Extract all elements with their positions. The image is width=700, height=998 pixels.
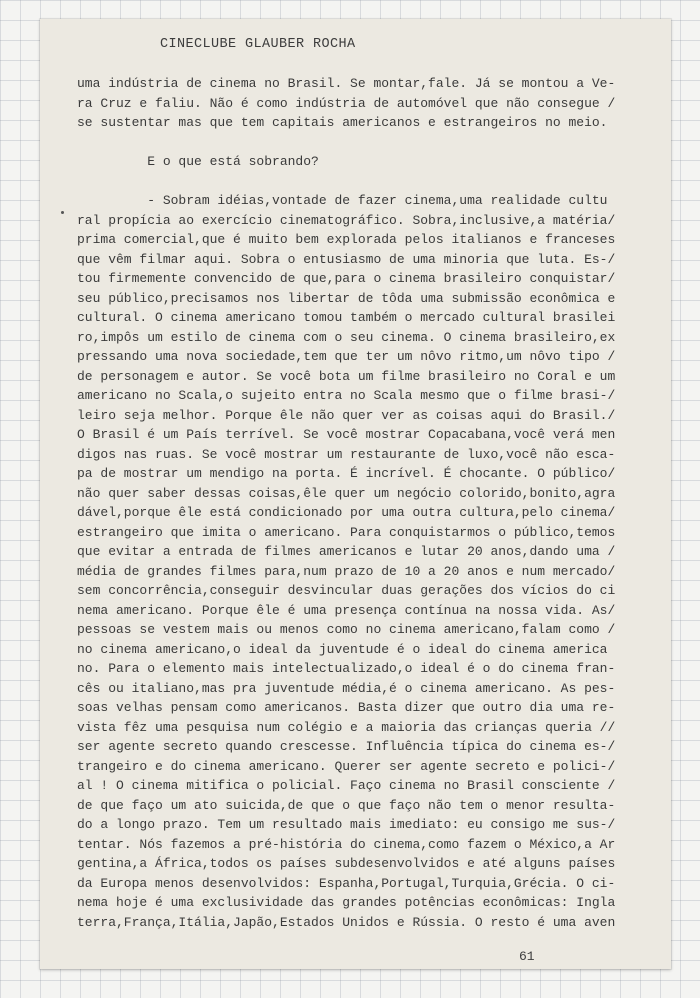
text-line: sem concorrência,conseguir desvincular duas gerações dos vícios do ci [77, 583, 616, 598]
text-line: ral propícia ao exercício cinematográfico. Sobra,inclusive,a matéria/ [77, 212, 616, 228]
page-number: 61 [519, 949, 535, 964]
page-header: CINECLUBE GLAUBER ROCHA [160, 37, 356, 52]
body-text [77, 74, 647, 932]
text-line [77, 133, 647, 153]
margin-dot [61, 211, 64, 214]
text-line: americano no Scala,o sujeito entra no Scala mesmo que o filme brasi-/ [77, 388, 616, 403]
text-line: da Europa menos desenvolvidos: Espanha,Portugal,Turquia,Grécia. O ci- [77, 875, 616, 891]
text-line: não quer saber dessas coisas,êle quer um negócio colorido,bonito,agra [77, 485, 616, 501]
text-line: seu público,precisamos nos libertar de tôda uma submissão econômica e [77, 290, 616, 306]
text-line: digos nas ruas. Se você mostrar um restaurante de luxo,você não esca- [77, 446, 616, 462]
text-line: O Brasil é um País terrível. Se você mostrar Copacabana,você verá men [77, 427, 616, 442]
text-line: al ! O cinema mitifica o policial. Faço cinema no Brasil consciente / [77, 778, 616, 793]
text-line: uma indústria de cinema no Brasil. Se montar,fale. Já se montou a Ve- [77, 76, 616, 91]
text-line: se sustentar mas que tem capitais americanos e estrangeiros no meio. [77, 115, 608, 130]
typewritten-page [40, 19, 671, 969]
text-line: de que faço um ato suicida,de que o que faço não tem o menor resulta- [77, 797, 616, 813]
text-line: do a longo prazo. Tem um resultado mais imediato: eu consigo me sus-/ [77, 817, 616, 832]
text-line: ro,impôs um estilo de cinema com o seu cinema. O cinema brasileiro,ex [77, 329, 616, 345]
text-line: que vêm filmar aqui. Sobra o entusiasmo de uma minoria que luta. Es-/ [77, 251, 616, 267]
text-line: pessoas se vestem mais ou menos como no cinema americano,falam como / [77, 622, 616, 637]
text-line: cultural. O cinema americano tomou também o mercado cultural brasilei [77, 310, 616, 325]
text-line: no cinema americano,o ideal da juventude é o ideal do cinema america [77, 641, 608, 657]
text-line: nema hoje é uma exclusividade das grandes potências econômicas: Ingla [77, 895, 616, 910]
text-line: prima comercial,que é muito bem explorada pelos italianos e franceses [77, 232, 616, 247]
text-line: ra Cruz e faliu. Não é como indústria de automóvel que não consegue / [77, 95, 616, 111]
text-line: que evitar a entrada de filmes americanos e lutar 20 anos,dando uma / [77, 544, 616, 559]
text-line: leiro seja melhor. Porque êle não quer ver as coisas aqui do Brasil./ [77, 407, 616, 423]
text-line: terra,França,Itália,Japão,Estados Unidos e Rússia. O resto é uma aven [77, 914, 616, 930]
text-line: trangeiro e do cinema americano. Querer ser agente secreto e polici-/ [77, 758, 616, 774]
text-line: nema americano. Porque êle é uma presença contínua na nossa vida. As/ [77, 602, 616, 618]
text-line: ser agente secreto quando crescesse. Influência típica do cinema es-/ [77, 739, 616, 754]
text-line: - Sobram idéias,vontade de fazer cinema,uma realidade cultu [77, 193, 608, 208]
text-line: pa de mostrar um mendigo na porta. É incrível. É chocante. O público/ [77, 466, 616, 481]
text-line: estrangeiro que imita o americano. Para conquistarmos o público,temos [77, 524, 616, 540]
text-line: média de grandes filmes para,num prazo de 10 a 20 anos e num mercado/ [77, 563, 616, 579]
text-line: cês ou italiano,mas pra juventude média,é o cinema americano. As pes- [77, 680, 616, 696]
text-line: tentar. Nós fazemos a pré-história do cinema,como fazem o México,a Ar [77, 836, 616, 852]
text-line: no. Para o elemento mais intelectualizado,o ideal é o do cinema fran- [77, 661, 616, 676]
text-line: soas velhas pensam como americanos. Basta dizer que outro dia uma re- [77, 700, 616, 715]
text-line: tou firmemente convencido de que,para o cinema brasileiro conquistar/ [77, 271, 616, 286]
text-line: dável,porque êle está condicionado por uma outra cultura,pelo cinema/ [77, 505, 616, 520]
text-line: pressando uma nova sociedade,tem que ter um nôvo ritmo,um nôvo tipo / [77, 349, 616, 364]
text-line: gentina,a África,todos os países subdesenvolvidos e até alguns países [77, 856, 616, 871]
text-line: E o que está sobrando? [77, 154, 319, 169]
text-line [77, 172, 647, 192]
text-line: vista fêz uma pesquisa num colégio e a maioria das crianças queria // [77, 719, 616, 735]
text-line: de personagem e autor. Se você bota um filme brasileiro no Coral e um [77, 368, 616, 384]
